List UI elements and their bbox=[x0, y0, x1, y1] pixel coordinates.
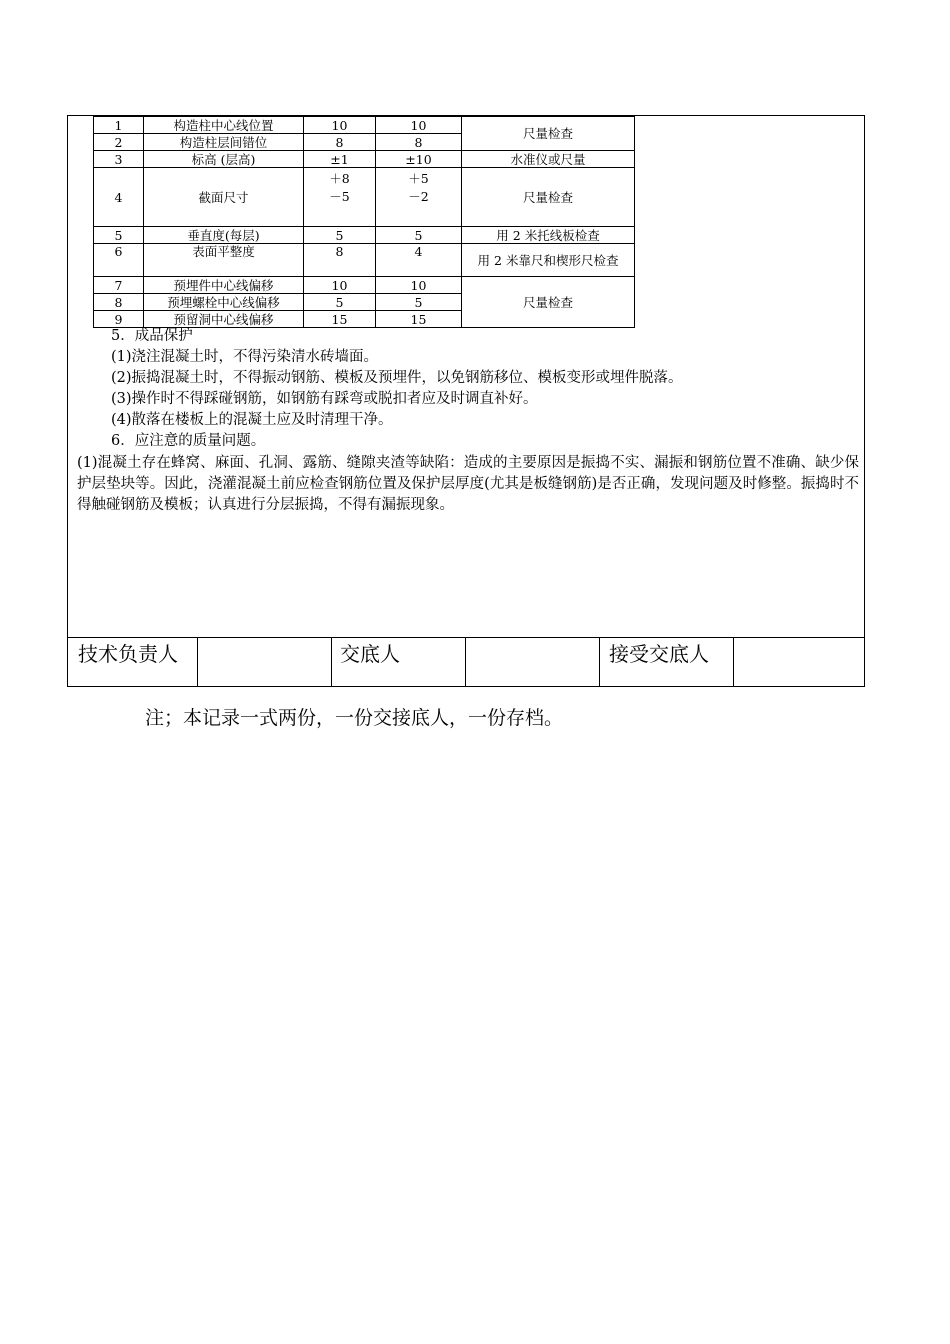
check-method: 尺量检查 bbox=[462, 277, 635, 328]
tolerance-b: 4 bbox=[376, 244, 462, 277]
check-item: 构造柱中心线位置 bbox=[144, 117, 304, 134]
tolerance-a: ±1 bbox=[304, 151, 376, 168]
tolerance-a: 8 bbox=[304, 244, 376, 277]
check-method: 用 2 米靠尺和楔形尺检查 bbox=[462, 244, 635, 277]
discloser-label: 交底人 bbox=[340, 642, 400, 666]
row-number: 9 bbox=[94, 311, 144, 328]
check-item: 标高 (层高) bbox=[144, 151, 304, 168]
disclosure-record-frame bbox=[67, 115, 865, 687]
tolerance-b: ±10 bbox=[376, 151, 462, 168]
section5-title: 5．成品保护 bbox=[111, 328, 193, 344]
section6-paragraph: (1)混凝土存在蜂窝、麻面、孔洞、露筋、缝隙夹渣等缺陷：造成的主要原因是振捣不实、漏振和钢筋位置不准确、缺少保护层垫块等。因此，浇灌混凝土前应检查钢筋位置及保护层厚度(尤其是板缝钢筋)是否正确，发现问题及时修整。振捣时不得触碰钢筋及模板；认真进行分层振捣，不得有漏振现象。 bbox=[77, 455, 859, 513]
tolerance-a: 10 bbox=[304, 117, 376, 134]
tolerance-b-minus: －2 bbox=[408, 189, 429, 204]
table-row bbox=[94, 277, 635, 294]
tolerance-table bbox=[93, 116, 635, 328]
tolerance-a: 5 bbox=[304, 227, 376, 244]
table-row bbox=[94, 168, 635, 227]
signature-cell-border bbox=[197, 637, 198, 687]
check-item: 预埋螺栓中心线偏移 bbox=[144, 294, 304, 311]
tolerance-b: 10 bbox=[376, 277, 462, 294]
tolerance-a bbox=[304, 168, 376, 227]
row-number: 6 bbox=[94, 244, 144, 277]
check-item: 构造柱层间错位 bbox=[144, 134, 304, 151]
row-number: 3 bbox=[94, 151, 144, 168]
tolerance-b: 5 bbox=[376, 227, 462, 244]
check-method: 尺量检查 bbox=[462, 168, 635, 227]
tolerance-a: 15 bbox=[304, 311, 376, 328]
tolerance-b: 10 bbox=[376, 117, 462, 134]
row-number: 4 bbox=[94, 168, 144, 227]
check-item: 表面平整度 bbox=[144, 244, 304, 277]
check-method: 尺量检查 bbox=[462, 117, 635, 151]
signature-cell-border bbox=[331, 637, 332, 687]
tolerance-b: 8 bbox=[376, 134, 462, 151]
section5-item-4: (4)散落在楼板上的混凝土应及时清理干净。 bbox=[111, 412, 393, 428]
section6-title: 6．应注意的质量问题。 bbox=[111, 433, 266, 449]
section5-item-1: (1)浇注混凝土时，不得污染清水砖墙面。 bbox=[111, 349, 379, 365]
check-method: 用 2 米托线板检查 bbox=[462, 227, 635, 244]
receiver-label: 接受交底人 bbox=[609, 642, 709, 666]
row-number: 8 bbox=[94, 294, 144, 311]
footer-note: 注；本记录一式两份，一份交接底人，一份存档。 bbox=[145, 707, 564, 729]
signature-cell-border bbox=[465, 637, 466, 687]
row-number: 1 bbox=[94, 117, 144, 134]
table-row bbox=[94, 117, 635, 134]
check-item: 预埋件中心线偏移 bbox=[144, 277, 304, 294]
tech-lead-label: 技术负责人 bbox=[78, 642, 178, 666]
tolerance-a: 8 bbox=[304, 134, 376, 151]
section5-item-2: (2)振捣混凝土时，不得振动钢筋、模板及预埋件，以免钢筋移位、模板变形或埋件脱落。 bbox=[111, 370, 683, 386]
signature-cell-border bbox=[733, 637, 734, 687]
check-item: 预留洞中心线偏移 bbox=[144, 311, 304, 328]
row-number: 2 bbox=[94, 134, 144, 151]
check-item: 垂直度(每层) bbox=[144, 227, 304, 244]
check-item: 截面尺寸 bbox=[144, 168, 304, 227]
tolerance-b: 15 bbox=[376, 311, 462, 328]
tolerance-b bbox=[376, 168, 462, 227]
tolerance-b: 5 bbox=[376, 294, 462, 311]
tolerance-a: 10 bbox=[304, 277, 376, 294]
row-number: 7 bbox=[94, 277, 144, 294]
table-row bbox=[94, 227, 635, 244]
table-row bbox=[94, 151, 635, 168]
section5-item-3: (3)操作时不得踩碰钢筋，如钢筋有踩弯或脱扣者应及时调直补好。 bbox=[111, 391, 538, 407]
signature-divider bbox=[68, 637, 864, 638]
signature-cell-border bbox=[599, 637, 600, 687]
table-row bbox=[94, 244, 635, 277]
row-number: 5 bbox=[94, 227, 144, 244]
tolerance-a: 5 bbox=[304, 294, 376, 311]
check-method: 水准仪或尺量 bbox=[462, 151, 635, 168]
tolerance-b-plus: ＋5 bbox=[408, 171, 429, 186]
tolerance-a-plus: ＋8 bbox=[329, 171, 350, 186]
tolerance-a-minus: －5 bbox=[329, 189, 350, 204]
